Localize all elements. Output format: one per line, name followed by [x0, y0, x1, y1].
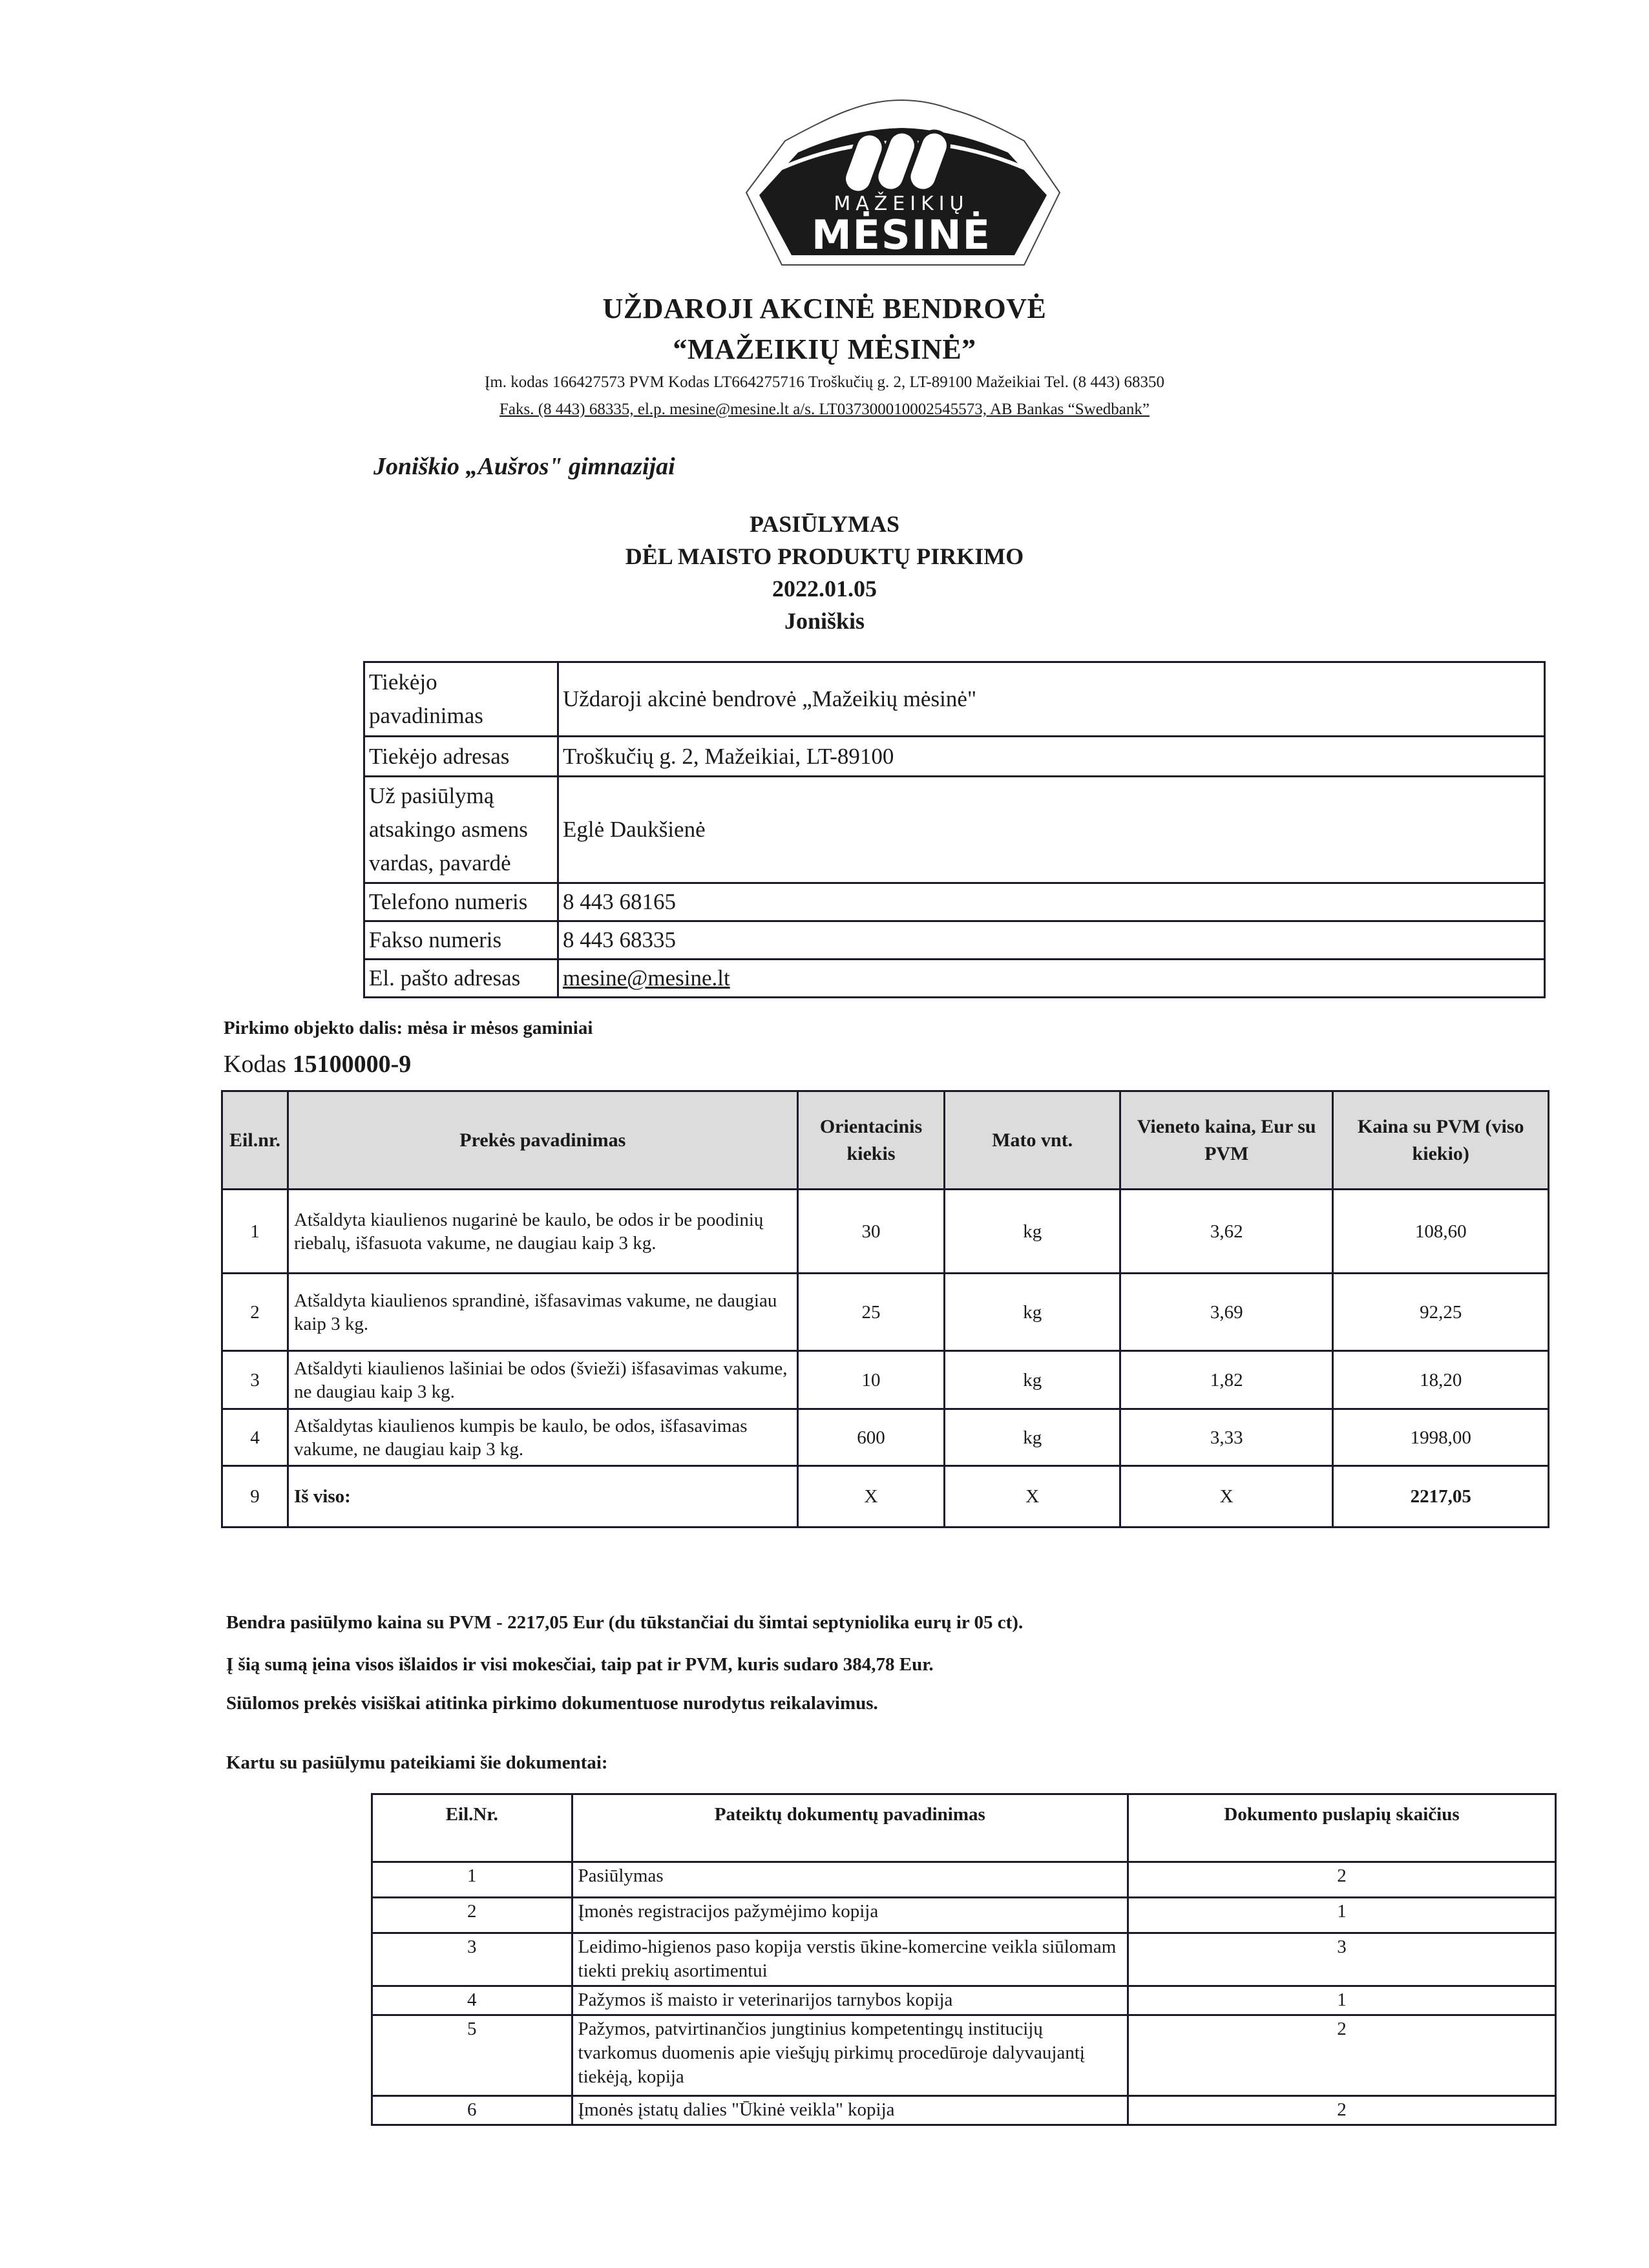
- row-nr: 2: [222, 1274, 288, 1351]
- doc-subtitle: DĖL MAISTO PRODUKTŲ PIRKIMO: [625, 543, 1024, 569]
- supplier-value: [558, 960, 1545, 998]
- doc-pages: 2: [1128, 2096, 1556, 2125]
- col-header-doc-name: Pateiktų dokumentų pavadinimas: [572, 1794, 1128, 1862]
- supplier-row: [364, 921, 1545, 960]
- row-total: 92,25: [1333, 1274, 1549, 1351]
- col-header-total: Kaina su PVM (viso kiekio): [1333, 1091, 1549, 1190]
- table-row: [222, 1351, 1549, 1409]
- doc-name: Leidimo-higienos paso kopija verstis ūkine-komercine veikla siūlomam tiekti prekių asortimentui: [572, 1933, 1128, 1986]
- supplier-label: Telefono numeris: [364, 883, 558, 921]
- table-row: [372, 1898, 1556, 1933]
- documents-table: [371, 1793, 1557, 2126]
- recipient: Joniškio „Aušros" gimnazijai: [373, 453, 675, 480]
- row-nr: 3: [222, 1351, 288, 1409]
- doc-pages: 1: [1128, 1986, 1556, 2015]
- table-row: [372, 1862, 1556, 1898]
- supplier-label: Tiekėjo adresas: [364, 737, 558, 777]
- col-header-pages: Dokumento puslapių skaičius: [1128, 1794, 1556, 1862]
- company-logo: [720, 90, 1082, 278]
- row-name: Atšaldytas kiaulienos kumpis be kaulo, be odos, išfasavimas vakume, ne daugiau kaip 3 kg.: [288, 1409, 797, 1466]
- supplier-row: [364, 662, 1545, 737]
- row-name: Atšaldyti kiaulienos lašiniai be odos (švieži) išfasavimas vakume, ne daugiau kaip 3 kg.: [288, 1351, 797, 1409]
- summary-compliance: Siūlomos prekės visiškai atitinka pirkimo dokumentuose nurodytus reikalavimus.: [226, 1693, 878, 1714]
- doc-pages: 2: [1128, 2015, 1556, 2096]
- doc-name: Įmonės įstatų dalies "Ūkinė veikla" kopija: [572, 2096, 1128, 2125]
- row-qty: 600: [797, 1409, 945, 1466]
- table-row: [372, 1986, 1556, 2015]
- doc-pages: 1: [1128, 1898, 1556, 1933]
- col-header-nr: Eil.nr.: [222, 1091, 288, 1190]
- row-qty: 30: [797, 1190, 945, 1274]
- company-title-line1: UŽDAROJI AKCINĖ BENDROVĖ: [602, 293, 1047, 324]
- doc-name: Įmonės registracijos pažymėjimo kopija: [572, 1898, 1128, 1933]
- email-link[interactable]: mesine@mesine.lt: [563, 965, 730, 991]
- table-row: [372, 2096, 1556, 2125]
- company-title-line2: “MAŽEIKIŲ MĖSINĖ”: [673, 333, 976, 365]
- doc-name: Pasiūlymas: [572, 1862, 1128, 1898]
- row-unit: kg: [945, 1351, 1120, 1409]
- total-row: [222, 1466, 1549, 1528]
- row-nr: 4: [222, 1409, 288, 1466]
- products-header-row: [222, 1091, 1549, 1190]
- supplier-value: Uždaroji akcinė bendrovė „Mažeikių mėsinė": [558, 662, 1545, 737]
- row-qty: 25: [797, 1274, 945, 1351]
- supplier-row: [364, 960, 1545, 998]
- row-unit-price: 3,33: [1120, 1409, 1332, 1466]
- doc-title: PASIŪLYMAS: [749, 511, 900, 537]
- supplier-value: 8 443 68335: [558, 921, 1545, 960]
- doc-nr: 2: [372, 1898, 572, 1933]
- summary-total-price: Bendra pasiūlymo kaina su PVM - 2217,05 Eur (du tūkstančiai du šimtai septyniolika eurų ir 05 ct).: [226, 1612, 1024, 1633]
- summary-vat: Į šią sumą įeina visos išlaidos ir visi mokesčiai, taip pat ir PVM, kuris sudaro 384,78 Eur.: [226, 1654, 934, 1675]
- supplier-label: Tiekėjo pavadinimas: [364, 662, 558, 737]
- doc-nr: 5: [372, 2015, 572, 2096]
- purchase-part-label: Pirkimo objekto dalis: mėsa ir mėsos gaminiai: [224, 1018, 593, 1038]
- doc-nr: 1: [372, 1862, 572, 1898]
- table-row: [372, 2015, 1556, 2096]
- supplier-label: Už pasiūlymą atsakingo asmens vardas, pavardė: [364, 777, 558, 883]
- table-row: [222, 1409, 1549, 1466]
- doc-place: Joniškis: [784, 608, 865, 634]
- documents-intro: Kartu su pasiūlymu pateikiami šie dokumentai:: [226, 1752, 608, 1773]
- row-name: Atšaldyta kiaulienos sprandinė, išfasavimas vakume, ne daugiau kaip 3 kg.: [288, 1274, 797, 1351]
- col-header-name: Prekės pavadinimas: [288, 1091, 797, 1190]
- row-unit-price: 3,62: [1120, 1190, 1332, 1274]
- doc-date: 2022.01.05: [772, 576, 877, 602]
- row-unit-price: 3,69: [1120, 1274, 1332, 1351]
- company-info-line2: [0, 401, 1649, 419]
- doc-pages: 3: [1128, 1933, 1556, 1986]
- row-unit-price: 1,82: [1120, 1351, 1332, 1409]
- supplier-label: El. pašto adresas: [364, 960, 558, 998]
- doc-name: Pažymos, patvirtinančios jungtinius kompetentingų institucijų tvarkomus duomenis apie viešųjų pirkimų procedūroje dalyvaujantį tiekėją, kopija: [572, 2015, 1128, 2096]
- col-header-unit-price: Vieneto kaina, Eur su PVM: [1120, 1091, 1332, 1190]
- supplier-row: [364, 883, 1545, 921]
- col-header-nr: Eil.Nr.: [372, 1794, 572, 1862]
- supplier-row: [364, 737, 1545, 777]
- supplier-label: Fakso numeris: [364, 921, 558, 960]
- total-qty: X: [797, 1466, 945, 1528]
- supplier-value: 8 443 68165: [558, 883, 1545, 921]
- row-name: Atšaldyta kiaulienos nugarinė be kaulo, be odos ir be poodinių riebalų, išfasuota vakume, ne daugiau kaip 3 kg.: [288, 1190, 797, 1274]
- row-total: 108,60: [1333, 1190, 1549, 1274]
- total-unit-price: X: [1120, 1466, 1332, 1528]
- col-header-unit: Mato vnt.: [945, 1091, 1120, 1190]
- table-row: [372, 1933, 1556, 1986]
- supplier-row: [364, 777, 1545, 883]
- doc-nr: 3: [372, 1933, 572, 1986]
- code-label: Kodas: [224, 1051, 287, 1078]
- supplier-value: Troškučių g. 2, Mažeikiai, LT-89100: [558, 737, 1545, 777]
- supplier-info-table: [363, 661, 1546, 998]
- doc-nr: 4: [372, 1986, 572, 2015]
- company-info-line1: Įm. kodas 166427573 PVM Kodas LT664275716 Troškučių g. 2, LT-89100 Mažeikiai Tel. (8 443) 68350: [485, 373, 1164, 391]
- mesine-logo-icon: [720, 90, 1082, 278]
- code-value: 15100000-9: [292, 1051, 412, 1078]
- company-contact-text: Faks. (8 443) 68335, el.p. mesine@mesine.lt a/s. LT037300010002545573, AB Bankas “Swedbank”: [499, 401, 1150, 418]
- table-row: [222, 1274, 1549, 1351]
- table-row: [222, 1190, 1549, 1274]
- svg-text:MĖSINĖ: MĖSINĖ: [811, 211, 992, 258]
- col-header-qty: Orientacinis kiekis: [797, 1091, 945, 1190]
- doc-name: Pažymos iš maisto ir veterinarijos tarnybos kopija: [572, 1986, 1128, 2015]
- doc-nr: 6: [372, 2096, 572, 2125]
- svg-text:MAŽEIKIŲ: MAŽEIKIŲ: [834, 193, 969, 215]
- total-nr: 9: [222, 1466, 288, 1528]
- row-qty: 10: [797, 1351, 945, 1409]
- row-total: 18,20: [1333, 1351, 1549, 1409]
- documents-header-row: [372, 1794, 1556, 1862]
- total-value: 2217,05: [1333, 1466, 1549, 1528]
- doc-pages: 2: [1128, 1862, 1556, 1898]
- row-unit: kg: [945, 1274, 1120, 1351]
- supplier-value: Eglė Daukšienė: [558, 777, 1545, 883]
- code-line: [224, 1050, 411, 1078]
- row-nr: 1: [222, 1190, 288, 1274]
- row-unit: kg: [945, 1190, 1120, 1274]
- products-table: [221, 1090, 1549, 1528]
- total-label: Iš viso:: [288, 1466, 797, 1528]
- row-unit: kg: [945, 1409, 1120, 1466]
- total-unit: X: [945, 1466, 1120, 1528]
- row-total: 1998,00: [1333, 1409, 1549, 1466]
